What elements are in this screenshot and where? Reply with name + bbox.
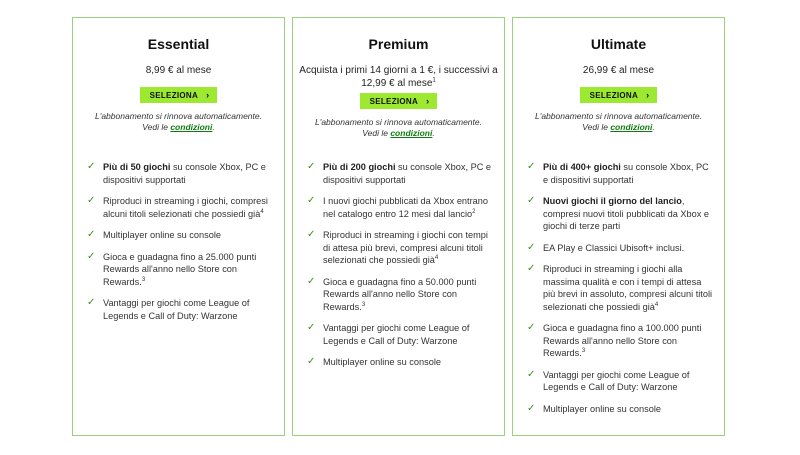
check-icon: ✓: [307, 275, 316, 287]
plan-price: 26,99 € al mese: [582, 65, 655, 76]
check-icon: ✓: [87, 297, 96, 308]
select-button-ultimate[interactable]: SELEZIONA ›: [580, 87, 658, 103]
check-icon: ✓: [527, 322, 536, 333]
feature-item: ✓ Più di 200 giochi su console Xbox, PC e dispositivi supportati: [307, 161, 491, 185]
plan-price: 8,99 € al mese: [145, 65, 212, 76]
plan-card-ultimate: [512, 17, 725, 436]
feature-item: ✓ Vantaggi per giochi come League of Legends e Call of Duty: Warzone: [87, 297, 250, 321]
feature-item: ✓ Multiplayer online su console: [307, 356, 441, 367]
auto-renew-note: L'abbonamento si rinnova automaticamente. Vedi le condizioni.: [94, 111, 262, 132]
auto-renew-note: L'abbonamento si rinnova automaticamente. Vedi le condizioni.: [314, 117, 482, 138]
feature-item: ✓ Multiplayer online su console: [527, 402, 661, 414]
feature-item: ✓ I nuovi giochi pubblicati da Xbox entrano nel catalogo entro 12 mesi dal lancio$^2$: [307, 195, 488, 219]
feature-item: ✓ Gioca e guadagna fino a 50.000 punti Rewards all'anno nello Store con Rewards.$^3$: [307, 275, 477, 312]
chevron-right-icon: ›: [426, 96, 430, 106]
check-icon: ✓: [87, 195, 96, 206]
check-icon: ✓: [87, 161, 96, 172]
check-icon: ✓: [527, 263, 536, 274]
check-icon: ✓: [527, 161, 536, 172]
check-icon: ✓: [307, 322, 316, 333]
auto-renew-note: L'abbonamento si rinnova automaticamente. Vedi le condizioni.: [534, 111, 702, 132]
feature-item: ✓ Gioca e guadagna fino a 100.000 punti Rewards all'anno nello Store con Rewards.$^3$: [527, 322, 702, 358]
check-icon: ✓: [307, 229, 316, 240]
feature-list: [513, 161, 724, 424]
feature-list: [73, 161, 284, 331]
chevron-right-icon: ›: [646, 90, 650, 100]
plan-title: Ultimate: [590, 36, 647, 52]
check-icon: ✓: [87, 250, 96, 262]
conditions-link[interactable]: condizioni: [610, 122, 653, 132]
feature-item: ✓ Gioca e guadagna fino a 25.000 punti Rewards all'anno nello Store con Rewards.$^3$: [87, 250, 257, 287]
select-button-essential[interactable]: SELEZIONA ›: [140, 87, 218, 103]
conditions-link[interactable]: condizioni: [170, 122, 213, 132]
chevron-right-icon: ›: [206, 90, 210, 100]
check-icon: ✓: [307, 161, 316, 172]
plan-price: Acquista i primi 14 giorni a 1 €, i successivi a 12,99 € al mese$^1$: [299, 65, 498, 89]
feature-list: [293, 161, 504, 378]
check-icon: ✓: [87, 229, 96, 240]
plan-title: Essential: [147, 36, 210, 52]
feature-item: ✓ Nuovi giochi il giorno del lancio, compresi nuovi titoli pubblicati da Xbox e giochi di terze parti: [527, 195, 709, 231]
check-icon: ✓: [527, 368, 536, 380]
feature-item: ✓ Più di 400+ giochi su console Xbox, PC e dispositivi supportati: [527, 161, 709, 185]
feature-item: ✓ Vantaggi per giochi come League of Legends e Call of Duty: Warzone: [527, 368, 690, 392]
conditions-link[interactable]: condizioni: [390, 128, 433, 138]
feature-item: ✓ Riproduci in streaming i giochi alla massima qualità e con i tempi di attesa più brevi in assoluto, compresi alcuni titoli selezionati che possiedi già$^4$: [527, 263, 713, 312]
feature-item: ✓ Più di 50 giochi su console Xbox, PC e dispositivi supportati: [87, 161, 266, 185]
feature-item: ✓ EA Play e Classici Ubisoft+ inclusi.: [527, 241, 685, 253]
feature-item: ✓ Vantaggi per giochi come League of Legends e Call of Duty: Warzone: [307, 322, 470, 346]
check-icon: ✓: [307, 356, 316, 367]
check-icon: ✓: [527, 241, 536, 253]
plan-card-essential: [72, 17, 285, 436]
feature-item: ✓ Riproduci in streaming i giochi, compresi alcuni titoli selezionati che possiedi già$^4$: [87, 195, 268, 219]
plan-title: Premium: [368, 36, 429, 52]
plan-card-premium: [292, 17, 505, 436]
feature-item: ✓ Riproduci in streaming i giochi con tempi di attesa più brevi, compresi alcuni titoli selezionati che possiedi già$^4$: [307, 229, 488, 265]
check-icon: ✓: [527, 195, 536, 206]
select-button-premium[interactable]: SELEZIONA ›: [360, 93, 438, 109]
check-icon: ✓: [527, 402, 536, 414]
feature-item: ✓ Multiplayer online su console: [87, 229, 221, 240]
check-icon: ✓: [307, 195, 316, 206]
